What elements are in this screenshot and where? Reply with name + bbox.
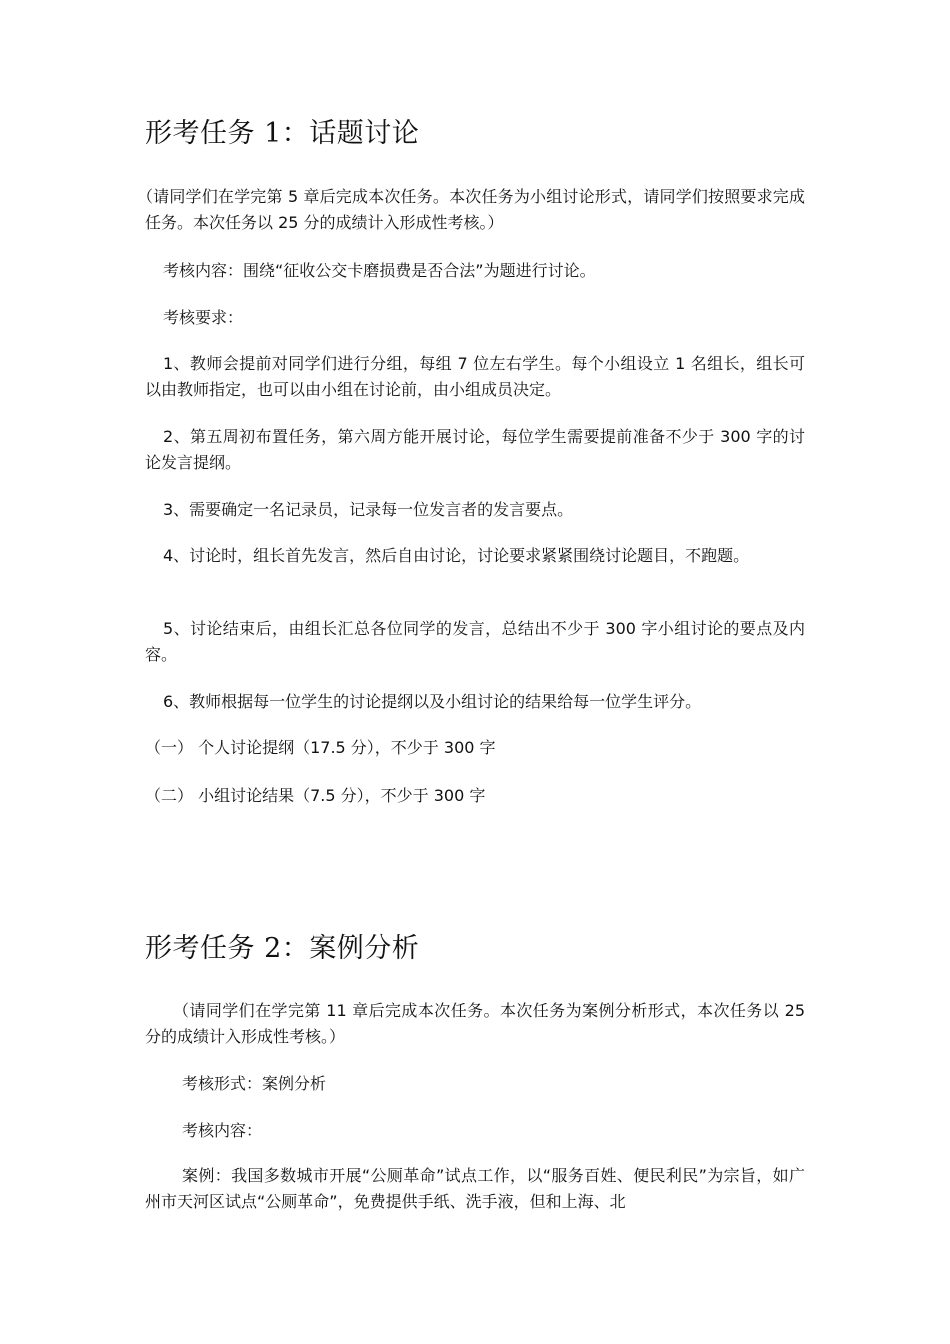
task1-intro: （请同学们在学完第 5 章后完成本次任务。本次任务为小组讨论形式，请同学们按照要求完成任务。本次任务以 25 分的成绩计入形成性考核。） xyxy=(137,187,805,232)
task1-requirement-4: 4、讨论时，组长首先发言，然后自由讨论，讨论要求紧紧围绕讨论题目，不跑题。 xyxy=(163,546,750,565)
task1-content: 考核内容：围绕“征收公交卡磨损费是否合法”为题进行讨论。 xyxy=(163,261,596,280)
task2-title: 形考任务 2：案例分析 xyxy=(145,933,420,964)
task1-requirement-3: 3、需要确定一名记录员，记录每一位发言者的发言要点。 xyxy=(163,500,574,519)
task1-title: 形考任务 1：话题讨论 xyxy=(145,118,420,149)
task1-requirement-5: 5、讨论结束后，由组长汇总各位同学的发言，总结出不少于 300 字小组讨论的要点及内容。 xyxy=(145,619,805,664)
task1-requirement-2: 2、第五周初布置任务，第六周方能开展讨论，每位学生需要提前准备不少于 300 字的讨论发言提纲。 xyxy=(145,427,805,472)
task1-requirement-6: 6、教师根据每一位学生的讨论提纲以及小组讨论的结果给每一位学生评分。 xyxy=(163,692,702,711)
task1-requirement-1: 1、教师会提前对同学们进行分组，每组 7 位左右学生。每个小组设立 1 名组长，组长可以由教师指定，也可以由小组在讨论前，由小组成员决定。 xyxy=(145,354,805,399)
task1-requirements-label: 考核要求： xyxy=(163,308,244,327)
task2-intro: （请同学们在学完第 11 章后完成本次任务。本次任务为案例分析形式，本次任务以 25 分的成绩计入形成性考核。） xyxy=(145,1001,805,1046)
task2-content-label: 考核内容： xyxy=(182,1121,263,1140)
task2-form: 考核形式：案例分析 xyxy=(182,1074,327,1093)
task2-case: 案例：我国多数城市开展“公厕革命”试点工作，以“服务百姓、便民利民”为宗旨，如广州市天河区试点“公厕革命”，免费提供手纸、洗手液，但和上海、北 xyxy=(145,1166,805,1211)
task1-scoring-1: （一） 个人讨论提纲（17.5 分），不少于 300 字 xyxy=(145,738,496,757)
task1-scoring-2: （二） 小组讨论结果（7.5 分），不少于 300 字 xyxy=(145,786,486,805)
